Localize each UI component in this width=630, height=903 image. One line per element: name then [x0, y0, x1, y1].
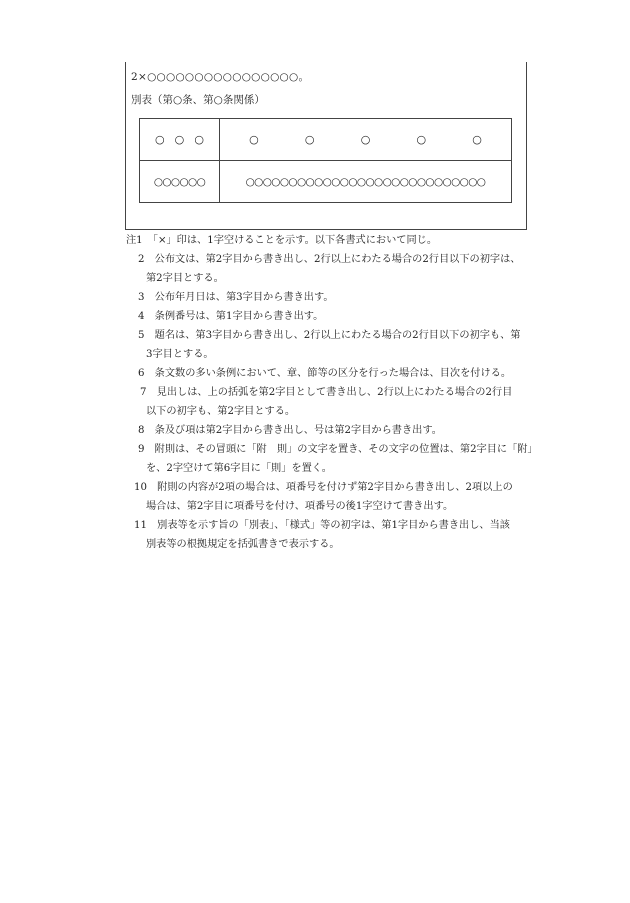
note-item — [0, 365, 630, 384]
table-cell — [220, 119, 512, 161]
note-line: 注1 「×」印は、1字空けることを示す。以下各書式において同じ。 — [126, 235, 438, 246]
placeholder-text: ○○○○○○ — [153, 176, 206, 188]
note-line: 11 別表等を示す旨の「別表」、「様式」等の初字は、第1字目から書き出し、当該 — [134, 520, 510, 531]
note-item — [0, 384, 630, 403]
placeholder-mark: ○ — [155, 133, 165, 146]
note-line: 場合は、第2字目に項番号を付け、項番号の後1字空けて書き出す。 — [146, 501, 454, 512]
table-row — [140, 161, 512, 203]
note-item — [0, 327, 630, 346]
notes-section — [0, 232, 630, 555]
note-line: 7 見出しは、上の括弧を第2字目として書き出し、2行以上にわたる場合の2行目 — [140, 387, 513, 398]
note-item — [0, 422, 630, 441]
table-cell — [140, 119, 220, 161]
note-item — [0, 346, 630, 365]
note-item — [0, 460, 630, 479]
note-item — [0, 289, 630, 308]
note-line: 10 附則の内容が2項の場合は、項番号を付けず第2字目から書き出し、2項以上の — [134, 482, 513, 493]
placeholder-mark: ○ — [249, 133, 259, 146]
note-line: 5 題名は、第3字目から書き出し、2行以上にわたる場合の2行目以下の初字も、第 — [138, 330, 521, 341]
note-line: 2 公布文は、第2字目から書き出し、2行以上にわたる場合の2行目以下の初字は、 — [138, 254, 521, 265]
note-item — [0, 517, 630, 536]
note-line: 6 条文数の多い条例において、章、節等の区分を行った場合は、目次を付ける。 — [138, 368, 512, 379]
placeholder-mark: ○ — [174, 133, 185, 146]
placeholder-mark: ○ — [416, 133, 427, 146]
note-line: 以下の初字も、第2字目とする。 — [146, 406, 296, 417]
note-line: 別表等の根拠規定を括弧書きで表示する。 — [146, 539, 340, 550]
placeholder-text: ○○○○○○○○○○○○○○○○○○○○○○○○○○○○ — [245, 176, 486, 188]
note-item — [0, 270, 630, 289]
note-line: 3 公布年月日は、第3字目から書き出す。 — [138, 292, 334, 303]
note-item — [0, 232, 630, 251]
note-item — [0, 251, 630, 270]
appendix-table — [139, 118, 512, 203]
table-cell — [220, 161, 512, 203]
note-item — [0, 536, 630, 555]
placeholder-mark: ○ — [472, 133, 482, 146]
note-line: 3字目とする。 — [146, 349, 214, 360]
note-item — [0, 479, 630, 498]
placeholder-mark: ○ — [304, 133, 315, 146]
placeholder-mark: ○ — [360, 133, 371, 146]
note-item — [0, 403, 630, 422]
placeholder-mark: ○ — [194, 133, 204, 146]
note-line: 第2字目とする。 — [146, 273, 224, 284]
example-line: 2×○○○○○○○○○○○○○○○○。 — [131, 71, 310, 83]
note-item — [0, 441, 630, 460]
note-line: を、2字空けて第6字目に「則」を置く。 — [146, 463, 332, 474]
table-row — [140, 119, 512, 161]
table-cell — [140, 161, 220, 203]
note-item — [0, 498, 630, 517]
note-line: 4 条例番号は、第1字目から書き出す。 — [138, 311, 324, 322]
note-line: 8 条及び項は第2字目から書き出し、号は第2字目から書き出す。 — [138, 425, 442, 436]
note-line: 9 附則は、その冒頭に「附 則」の文字を置き、その文字の位置は、第2字目に「附」 — [138, 444, 538, 455]
note-item — [0, 308, 630, 327]
appendix-heading: 別表（第○条、第○条関係） — [131, 94, 265, 106]
